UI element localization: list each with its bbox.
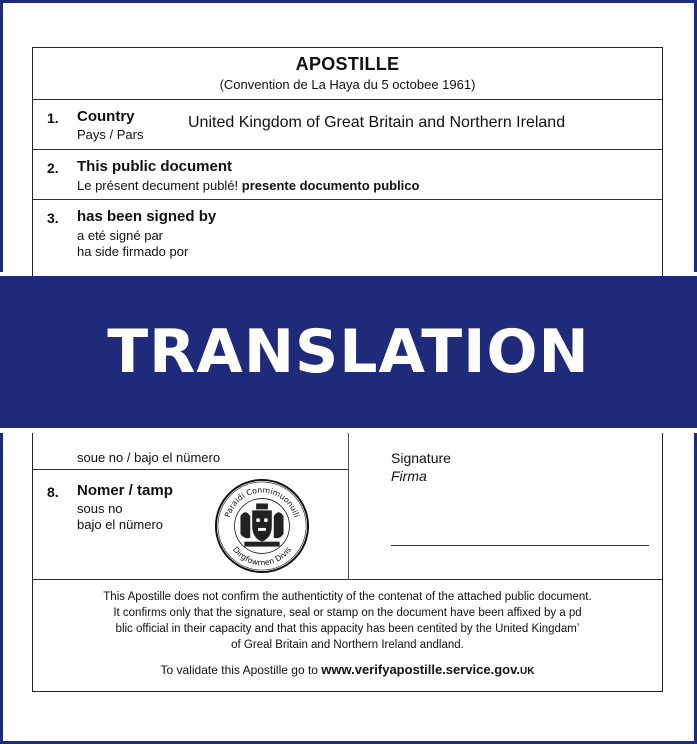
signature-label: Signature (391, 450, 451, 466)
page-subtitle: (Convention de La Haya du 5 octobee 1961) (219, 77, 476, 92)
disclaimer-line: It confirms only that the signature, seal or stamp on the document have been affixed by a pd (113, 607, 582, 619)
divider (33, 579, 662, 580)
stamp-sublabel-es: bajo el nümero (77, 517, 163, 532)
seal-text-bottom: Dirgfowmen Divis (230, 545, 294, 568)
official-seal-icon (213, 477, 311, 575)
item-number-3: 3. (47, 210, 59, 226)
country-value: United Kingdom of Great Britain and Northern Ireland (188, 114, 566, 131)
apostille-form-top (32, 47, 663, 277)
apostille-form-bottom (32, 433, 663, 692)
disclaimer-line: This Apostille does not confirm the authentictity of the contenat of the attached public document. (103, 591, 592, 603)
validate-link[interactable]: www.verifyapostille.service.gov. (321, 662, 520, 677)
item-number-1: 1. (47, 110, 59, 126)
stamp-sublabel-fr: sous no (77, 501, 123, 516)
country-label: Country (77, 108, 135, 125)
divider (33, 149, 662, 150)
disclaimer-line: of Greal Britain and Northern Ireland andland. (231, 639, 464, 651)
signature-sublabel: Firma (391, 468, 427, 484)
public-document-label: This public document (77, 158, 233, 175)
apostille-disclaimer (33, 589, 662, 653)
seal-text-top: Paraidi Conmimuonuili (222, 485, 302, 519)
divider (33, 99, 662, 100)
item-number-8: 8. (47, 484, 59, 500)
number-sublabel: soue no / bajo el nümero (77, 450, 221, 465)
validate-text: To validate this Apostille go to www.verifyapostille.service.gov.UK (160, 662, 535, 677)
divider (33, 469, 348, 470)
signed-by-sublabel-fr: a eté signé par (77, 228, 164, 243)
divider (33, 199, 662, 200)
item-number-2: 2. (47, 160, 59, 176)
translation-banner (0, 276, 697, 428)
column-divider (348, 433, 349, 579)
signed-by-sublabel-es: ha side firmado por (77, 244, 189, 259)
signature-line (391, 545, 649, 546)
signed-by-label: has been signed by (77, 208, 217, 225)
country-sublabel: Pays / Pars (77, 127, 144, 142)
public-document-sublabel: Le présent decument publé! presente documento publico (77, 178, 420, 193)
page-title: APOSTILLE (295, 54, 400, 74)
banner-text: TRANSLATION (107, 317, 590, 387)
stamp-label: Nomer / tamp (77, 482, 173, 499)
disclaimer-line: blic official in their capacity and that this appacity has been centited by the United Kingdamʼ (115, 623, 580, 635)
